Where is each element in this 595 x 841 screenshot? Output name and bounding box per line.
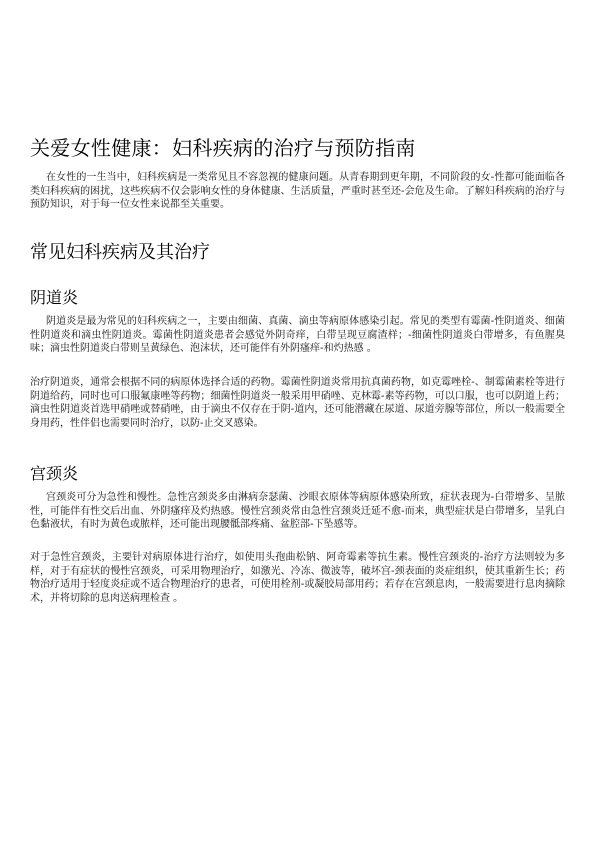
cervicitis-paragraph-1: 宫颈炎可分为急性和慢性。急性宫颈炎多由淋病奈瑟菌、沙眼衣原体等病原体感染所致，症状表现为-白带增多、呈脓性，可能伴有性交后出血、外阴瘙痒及灼热感。慢性宫颈炎常由急性宫颈炎迁延不愈-而来，典型症状是白带增多，呈乳白色黏液状，有时为黄色或脓样，还可能出现腰骶部疼痛、盆腔部-下坠感等。	[30, 492, 565, 530]
vaginitis-paragraph-1: 阴道炎是最为常见的妇科疾病之一，主要由细菌、真菌、滴虫等病原体感染引起。常见的类型有霉菌-性阴道炎、细菌性阴道炎和滴虫性阴道炎。霉菌性阴道炎患者会感觉外阴奇痒，白带呈现豆腐渣样；-细菌性阴道炎白带增多，有鱼腥臭味；滴虫性阴道炎白带则呈黄绿色、泡沫状，还可能伴有外阴瘙痒-和灼热感 。	[30, 316, 565, 354]
cervicitis-heading: 宫颈炎	[30, 464, 79, 483]
vaginitis-heading: 阴道炎	[30, 288, 79, 307]
page-title: 关爱女性健康：妇科疾病的治疗与预防指南	[30, 136, 416, 160]
section-heading: 常见妇科疾病及其治疗	[30, 242, 210, 263]
vaginitis-paragraph-2: 治疗阴道炎，通常会根据不同的病原体选择合适的药物。霉菌性阴道炎常用抗真菌药物，如克霉唑栓-、制霉菌素栓等进行阴道给药，同时也可口服氟康唑等药物；细菌性阴道炎一般采用甲硝唑、克林霉-素等药物，可以口服，也可以阴道上药；滴虫性阴道炎首选甲硝唑或替硝唑，由于滴虫不仅存在于阴-道内，还可能潜藏在尿道、尿道旁腺等部位，所以一般需要全身用药，性伴侣也需要同时治疗，以防-止交叉感染。	[30, 377, 565, 429]
intro-paragraph: 在女性的一生当中，妇科疾病是一类常见且不容忽视的健康问题。从青春期到更年期，不同阶段的女-性都可能面临各类妇科疾病的困扰，这些疾病不仅会影响女性的身体健康、生活质量，严重时甚至还-会危及生命。了解妇科疾病的治疗与预防知识，对于每一位女性来说都至关重要。	[30, 172, 565, 210]
cervicitis-paragraph-2: 对于急性宫颈炎，主要针对病原体进行治疗，如使用头孢曲松钠、阿奇霉素等抗生素。慢性宫颈炎的-治疗方法则较为多样，对于有症状的慢性宫颈炎，可采用物理治疗，如激光、冷冻、微波等，破坏宫-颈表面的炎症组织，使其重新生长；药物治疗适用于轻度炎症或不适合物理治疗的患者，可使用栓剂-或凝胶局部用药；若存在宫颈息肉，一般需要进行息肉摘除术，并将切除的息肉送病理检查 。	[30, 552, 565, 604]
